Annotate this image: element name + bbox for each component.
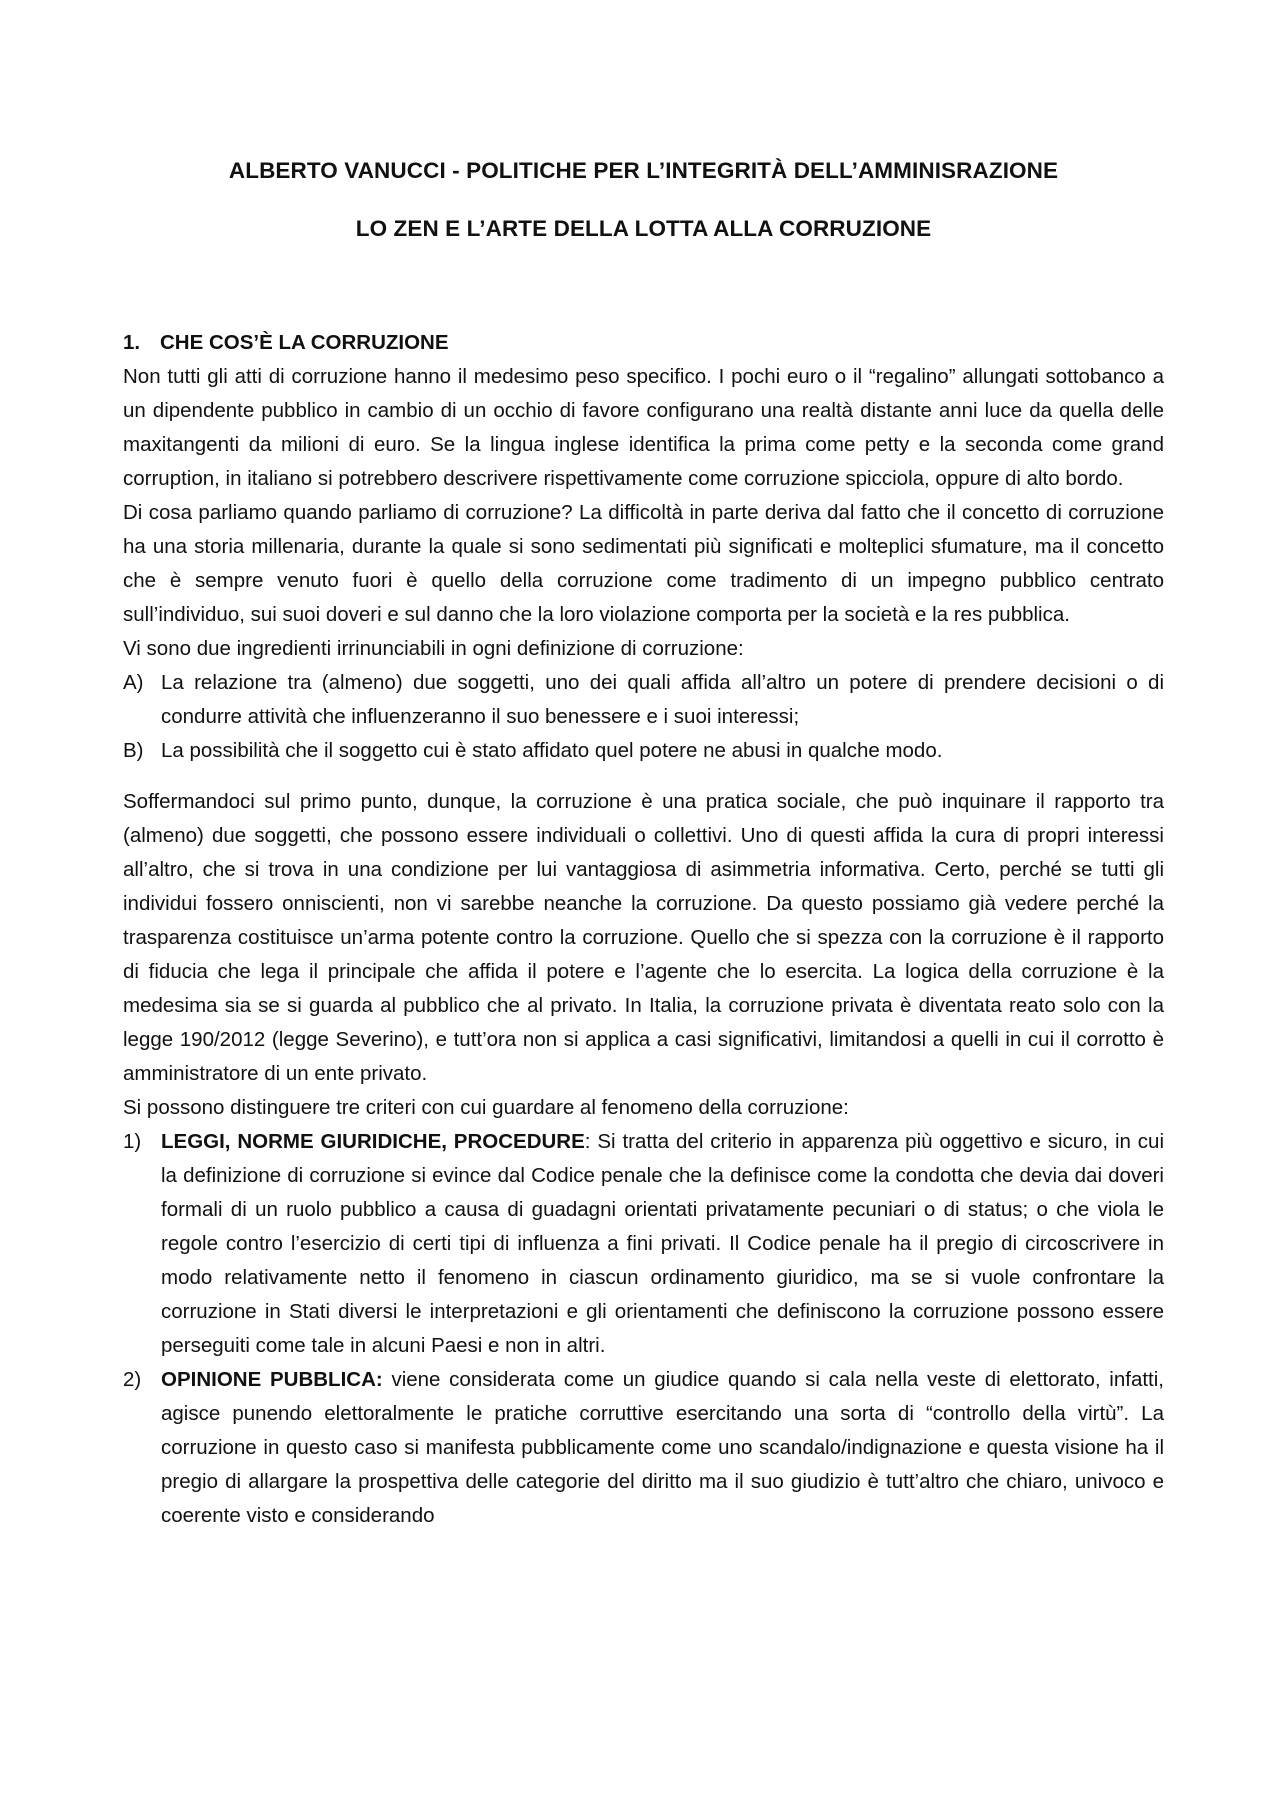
section-heading <box>123 326 1164 360</box>
list-marker: 1) <box>123 1130 142 1153</box>
section-number: 1. <box>123 331 141 354</box>
list-item <box>123 1363 1164 1533</box>
document-title-line1: ALBERTO VANUCCI - POLITICHE PER L’INTEGRITÀ DELL’AMMINISRAZIONE <box>228 158 1059 183</box>
list-item <box>123 666 1164 734</box>
document-title-line2: LO ZEN E L’ARTE DELLA LOTTA ALLA CORRUZIONE <box>355 216 932 241</box>
criterion-description: : Si tratta del criterio in apparenza più oggettivo e sicuro, in cui la definizione di corruzione si evince dal Codice penale che la definisce come la condotta che devia dai doveri formali di un ruolo pubblico a causa di guadagni orientati privatamente pecuniari o di status; o che viola le regole contro l’esercizio di certi tipi di influenza a fini privati. Il Codice penale ha il pregio di circoscrivere in modo relativamente netto il fenomeno in ciascun ordinamento giuridico, ma se si vuole confrontare la corruzione in Stati diversi le interpretazioni e gli orientamenti che definiscono la corruzione possono essere perseguiti come tale in alcuni Paesi e non in altri. <box>161 1130 1165 1357</box>
ingredients-list <box>123 666 1164 768</box>
criteria-list <box>123 1125 1164 1533</box>
paragraph-5: Si possono distinguere tre criteri con cui guardare al fenomeno della corruzione: <box>123 1096 849 1119</box>
list-item <box>123 734 1164 768</box>
list-item-text: La relazione tra (almeno) due soggetti, uno dei quali affida all’altro un potere di prendere decisioni o di condurre attività che influenzeranno il suo benessere e i suoi interessi; <box>161 671 1164 728</box>
list-marker: 2) <box>123 1368 142 1391</box>
list-item-text <box>161 1363 1164 1533</box>
criterion-title: LEGGI, NORME GIURIDICHE, PROCEDURE <box>161 1130 585 1153</box>
list-item <box>123 1125 1164 1363</box>
list-item-text <box>161 1125 1164 1363</box>
list-marker: B) <box>123 739 144 762</box>
list-marker: A) <box>123 671 144 694</box>
criterion-description: viene considerata come un giudice quando si cala nella veste di elettorato, infatti, agisce punendo elettoralmente le pratiche corruttive esercitando una sorta di “controllo della virtù”. La corruzione in questo caso si manifesta pubblicamente come uno scandalo/indignazione e questa visione ha il pregio di allargare la prospettiva delle categorie del diritto ma il suo giudizio è tutt’altro che chiaro, univoco e coerente visto e considerando <box>161 1368 1164 1527</box>
paragraph-3: Vi sono due ingredienti irrinunciabili in ogni definizione di corruzione: <box>123 637 744 660</box>
paragraph-1: Non tutti gli atti di corruzione hanno il medesimo peso specifico. I pochi euro o il “regalino” allungati sottobanco a un dipendente pubblico in cambio di un occhio di favore configurano una realtà distante anni luce da quella delle maxitangenti da milioni di euro. Se la lingua inglese identifica la prima come petty e la seconda come grand corruption, in italiano si potrebbero descrivere rispettivamente come corruzione spicciola, oppure di alto bordo. <box>123 365 1164 490</box>
criterion-title: OPINIONE PUBBLICA: <box>161 1368 383 1391</box>
section-title: CHE COS’È LA CORRUZIONE <box>160 331 449 354</box>
paragraph-spacer <box>123 768 1164 785</box>
paragraph-2: Di cosa parliamo quando parliamo di corruzione? La difficoltà in parte deriva dal fatto che il concetto di corruzione ha una storia millenaria, durante la quale si sono sedimentati più significati e molteplici sfumature, ma il concetto che è sempre venuto fuori è quello della corruzione come tradimento di un impegno pubblico centrato sull’individuo, sui suoi doveri e sul danno che la loro violazione comporta per la società e la res pubblica. <box>123 501 1164 626</box>
list-item-text: La possibilità che il soggetto cui è stato affidato quel potere ne abusi in qualche modo. <box>161 739 943 762</box>
paragraph-4: Soffermandoci sul primo punto, dunque, la corruzione è una pratica sociale, che può inquinare il rapporto tra (almeno) due soggetti, che possono essere individuali o collettivi. Uno di questi affida la cura di propri interessi all’altro, che si trova in una condizione per lui vantaggiosa di asimmetria informativa. Certo, perché se tutti gli individui fossero onniscienti, non vi sarebbe neanche la corruzione. Da questo possiamo già vedere perché la trasparenza costituisce un’arma potente contro la corruzione. Quello che si spezza con la corruzione è il rapporto di fiducia che lega il principale che affida il potere e l’agente che lo esercita. La logica della corruzione è la medesima sia se si guarda al pubblico che al privato. In Italia, la corruzione privata è diventata reato solo con la legge 190/2012 (legge Severino), e tutt’ora non si applica a casi significativi, limitandosi a quelli in cui il corrotto è amministratore di un ente privato. <box>123 790 1164 1085</box>
